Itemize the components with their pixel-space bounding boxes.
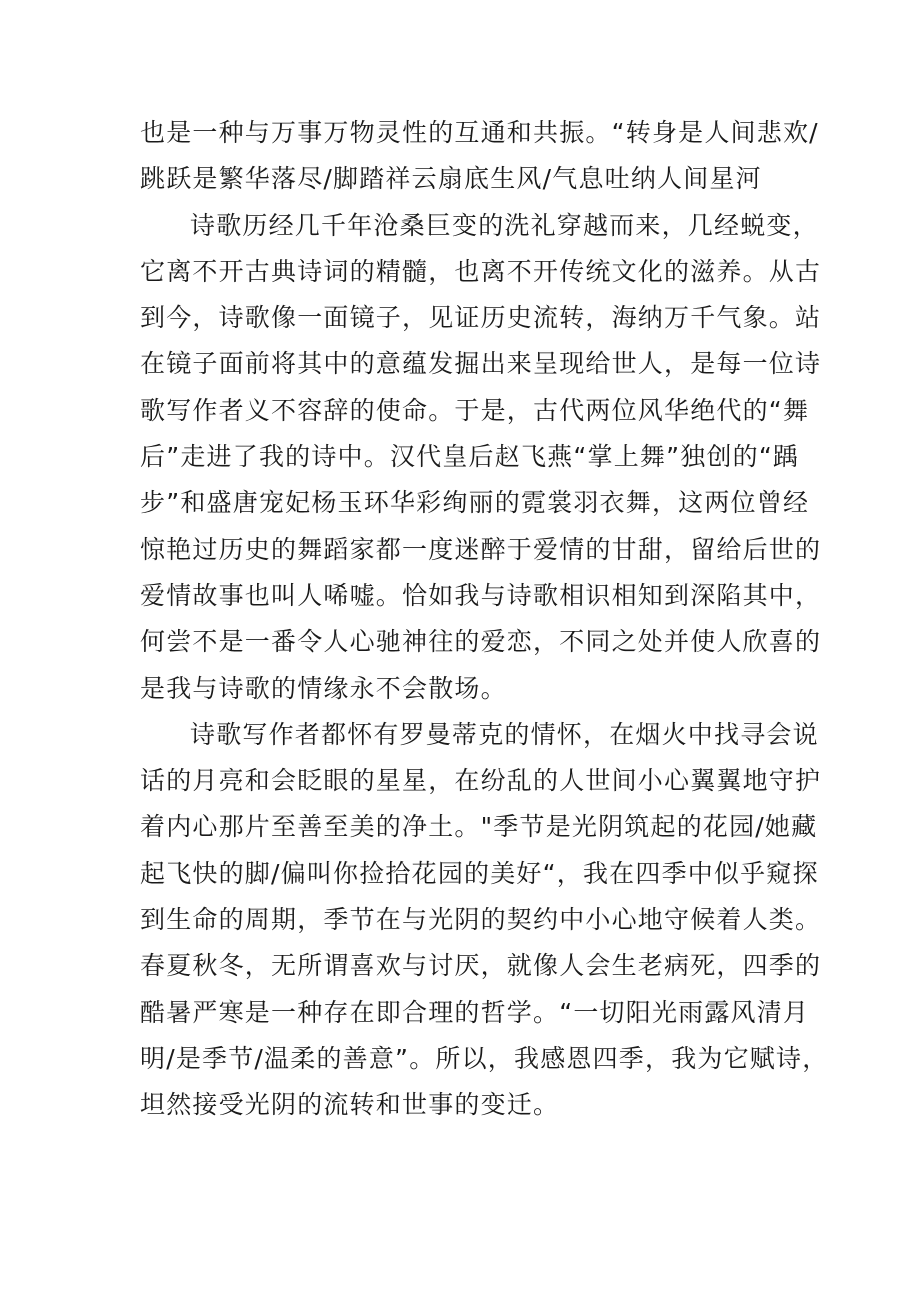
text-line: 爱情故事也叫人唏嘘。恰如我与诗歌相识相知到深陷其中， [140, 580, 822, 610]
text-line: 着内心那片至善至美的净土。"季节是光阴筑起的花园/她藏 [140, 812, 818, 842]
text-line: 到今，诗歌像一面镜子，见证历史流转，海纳万千气象。站 [140, 303, 822, 333]
text-line: 坦然接受光阴的流转和世事的变迁。 [140, 1090, 560, 1120]
text-line: 跳跃是繁华落尽/脚踏祥云扇底生风/气息吐纳人间星河 [140, 164, 762, 194]
text-line: 是我与诗歌的情缘永不会散场。 [140, 673, 507, 703]
text-line: 到生命的周期，季节在与光阴的契约中小心地守候着人类。 [140, 905, 822, 935]
paragraph [140, 712, 829, 1129]
text-line: 何尝不是一番令人心驰神往的爱恋，不同之处并使人欣喜的 [140, 627, 822, 657]
text-line: 诗歌写作者都怀有罗曼蒂克的情怀，在烟火中找寻会说 [190, 719, 819, 749]
text-line: 步”和盛唐宠妃杨玉环华彩绚丽的霓裳羽衣舞，这两位曾经 [140, 488, 810, 518]
text-line: 春夏秋冬，无所谓喜欢与讨厌，就像人会生老病死，四季的 [140, 951, 822, 981]
text-line: 后”走进了我的诗中。汉代皇后赵飞燕“掌上舞”独创的“踽 [140, 442, 800, 472]
text-line: 诗歌历经几千年沧桑巨变的洗礼穿越而来，几经蜕变， [190, 210, 819, 240]
text-line: 起飞快的脚/偏叫你捡拾花园的美好“，我在四季中似乎窥探 [140, 858, 819, 888]
text-line: 酷暑严寒是一种存在即合理的哲学。“一切阳光雨露风清月 [140, 997, 810, 1027]
text-line: 也是一种与万事万物灵性的互通和共振。“转身是人间悲欢/ [140, 118, 819, 147]
text-line: 惊艳过历史的舞蹈家都一度迷醉于爱情的甘甜，留给后世的 [140, 534, 822, 564]
text-line: 它离不开古典诗词的精髓，也离不开传统文化的滋养。从古 [140, 256, 822, 286]
text-line: 话的月亮和会眨眼的星星，在纷乱的人世间小心翼翼地守护 [140, 766, 822, 796]
text-line: 在镜子面前将其中的意蕴发掘出来呈现给世人，是每一位诗 [140, 349, 822, 379]
paragraph [140, 110, 819, 203]
text-line: 明/是季节/温柔的善意”。所以，我感恩四季，我为它赋诗， [140, 1043, 829, 1073]
text-line: 歌写作者义不容辞的使命。于是，古代两位风华绝代的“舞 [140, 395, 810, 425]
document-body [140, 110, 829, 1129]
paragraph [140, 203, 822, 712]
